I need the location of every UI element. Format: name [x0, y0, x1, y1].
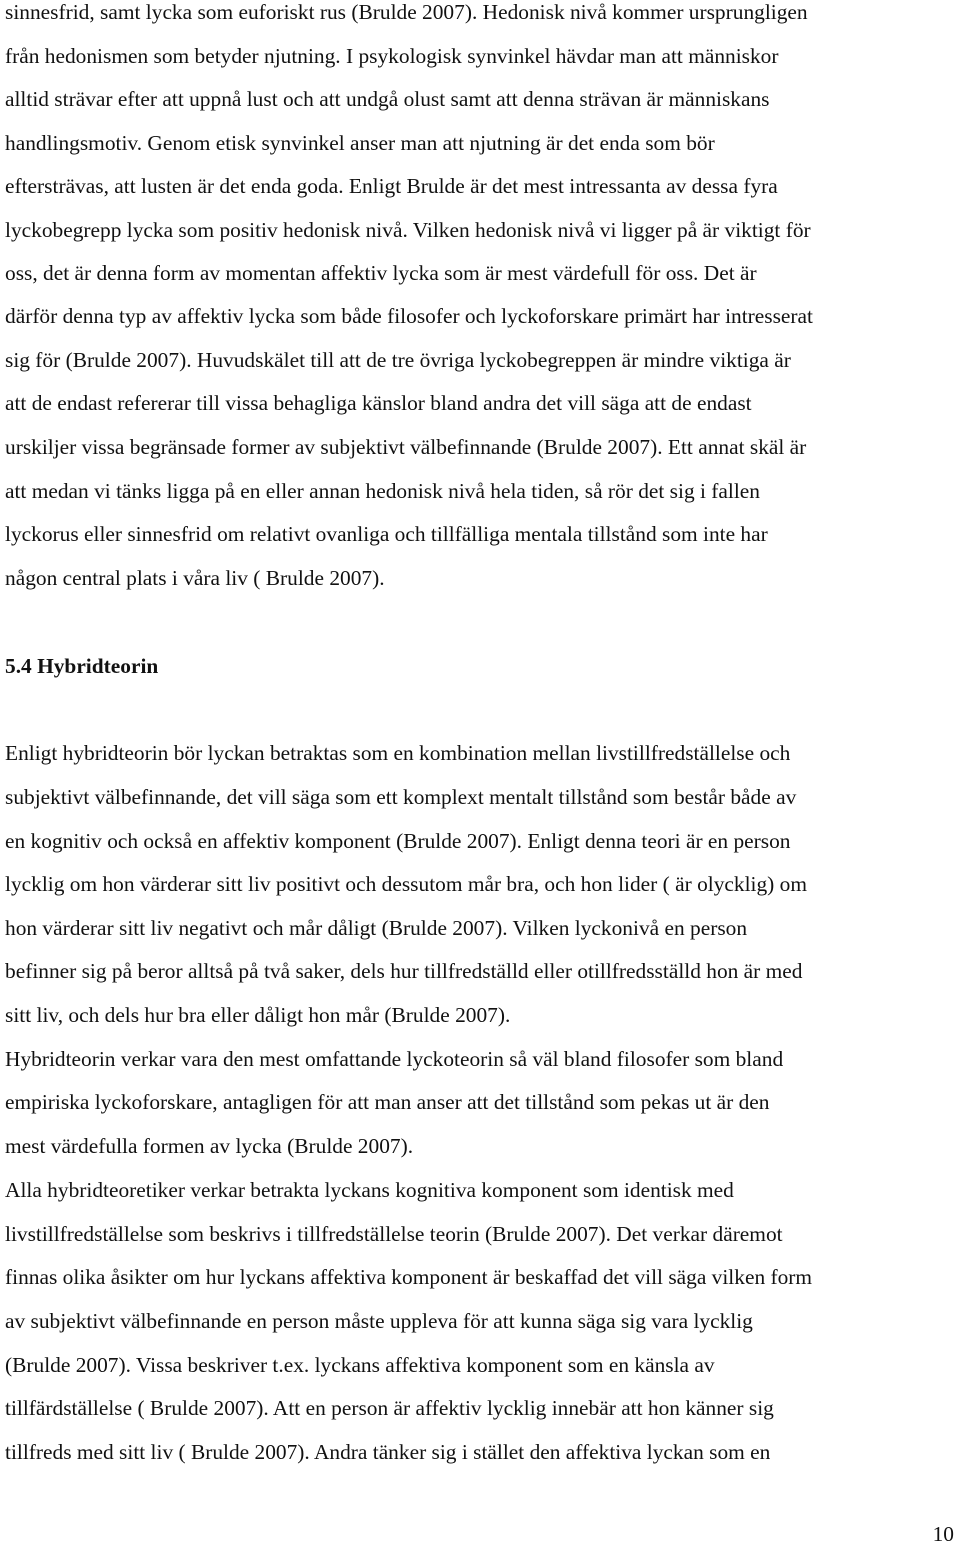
- text-line: Alla hybridteoretiker verkar betrakta lyckans kognitiva komponent som identisk med: [5, 1178, 734, 1202]
- text-line: en kognitiv och också en affektiv komponent (Brulde 2007). Enligt denna teori är en person: [5, 829, 791, 853]
- text-line: någon central plats i våra liv ( Brulde 2007).: [5, 566, 385, 590]
- text-line: lyckobegrepp lycka som positiv hedonisk nivå. Vilken hedonisk nivå vi ligger på är viktigt för: [5, 218, 811, 242]
- text-line: finnas olika åsikter om hur lyckans affektiva komponent är beskaffad det vill säga vilken form: [5, 1265, 813, 1289]
- text-line: av subjektivt välbefinnande en person måste uppleva för att kunna säga sig vara lycklig: [5, 1309, 753, 1333]
- text-line: empiriska lyckoforskare, antagligen för att man anser att det tillstånd som pekas ut är den: [5, 1090, 770, 1114]
- text-line: subjektivt välbefinnande, det vill säga som ett komplext mentalt tillstånd som består både av: [5, 785, 797, 809]
- text-line: sinnesfrid, samt lycka som euforiskt rus (Brulde 2007). Hedonisk nivå kommer ursprungligen: [5, 0, 808, 24]
- text-line: livstillfredställelse som beskrivs i tillfredställelse teorin (Brulde 2007). Det verkar däremot: [5, 1222, 783, 1246]
- text-line: mest värdefulla formen av lycka (Brulde 2007).: [5, 1134, 414, 1158]
- section-heading: 5.4 Hybridteorin: [5, 654, 159, 678]
- text-line: befinner sig på beror alltså på två saker, dels hur tillfredställd eller otillfredsställd hon är med: [5, 959, 803, 983]
- text-line: att de endast refererar till vissa behagliga känslor bland andra det vill säga att de endast: [5, 391, 752, 415]
- text-line: oss, det är denna form av momentan affektiv lycka som är mest värdefull för oss. Det är: [5, 261, 757, 285]
- text-line: att medan vi tänks ligga på en eller annan hedonisk nivå hela tiden, så rör det sig i fallen: [5, 479, 760, 503]
- text-line: Enligt hybridteorin bör lyckan betraktas som en kombination mellan livstillfredställelse och: [5, 741, 791, 765]
- text-line: urskiljer vissa begränsade former av subjektivt välbefinnande (Brulde 2007). Ett annat skäl är: [5, 435, 807, 459]
- text-line: lyckorus eller sinnesfrid om relativt ovanliga och tillfälliga mentala tillstånd som inte har: [5, 522, 768, 546]
- text-line: alltid strävar efter att uppnå lust och att undgå olust samt att denna strävan är människans: [5, 87, 770, 111]
- text-line: sitt liv, och dels hur bra eller dåligt hon mår (Brulde 2007).: [5, 1003, 511, 1027]
- text-line: lycklig om hon värderar sitt liv positivt och dessutom mår bra, och hon lider ( är olycklig) om: [5, 872, 807, 896]
- text-line: eftersträvas, att lusten är det enda goda. Enligt Brulde är det mest intressanta av dessa fyra: [5, 174, 778, 198]
- text-line: sig för (Brulde 2007). Huvudskälet till att de tre övriga lyckobegreppen är mindre viktiga är: [5, 348, 791, 372]
- text-line: hon värderar sitt liv negativt och mår dåligt (Brulde 2007). Vilken lyckonivå en person: [5, 916, 748, 940]
- text-line: tillfreds med sitt liv ( Brulde 2007). Andra tänker sig i stället den affektiva lyckan som en: [5, 1440, 771, 1464]
- text-line: från hedonismen som betyder njutning. I psykologisk synvinkel hävdar man att människor: [5, 44, 779, 68]
- page-number: 10: [932, 1522, 954, 1546]
- text-line: därför denna typ av affektiv lycka som både filosofer och lyckoforskare primärt har intresserat: [5, 304, 813, 328]
- text-line: Hybridteorin verkar vara den mest omfattande lyckoteorin så väl bland filosofer som bland: [5, 1047, 784, 1071]
- text-line: tillfärdställelse ( Brulde 2007). Att en person är affektiv lycklig innebär att hon känner sig: [5, 1396, 774, 1420]
- text-line: (Brulde 2007). Vissa beskriver t.ex. lyckans affektiva komponent som en känsla av: [5, 1353, 715, 1377]
- text-line: handlingsmotiv. Genom etisk synvinkel anser man att njutning är det enda som bör: [5, 131, 715, 155]
